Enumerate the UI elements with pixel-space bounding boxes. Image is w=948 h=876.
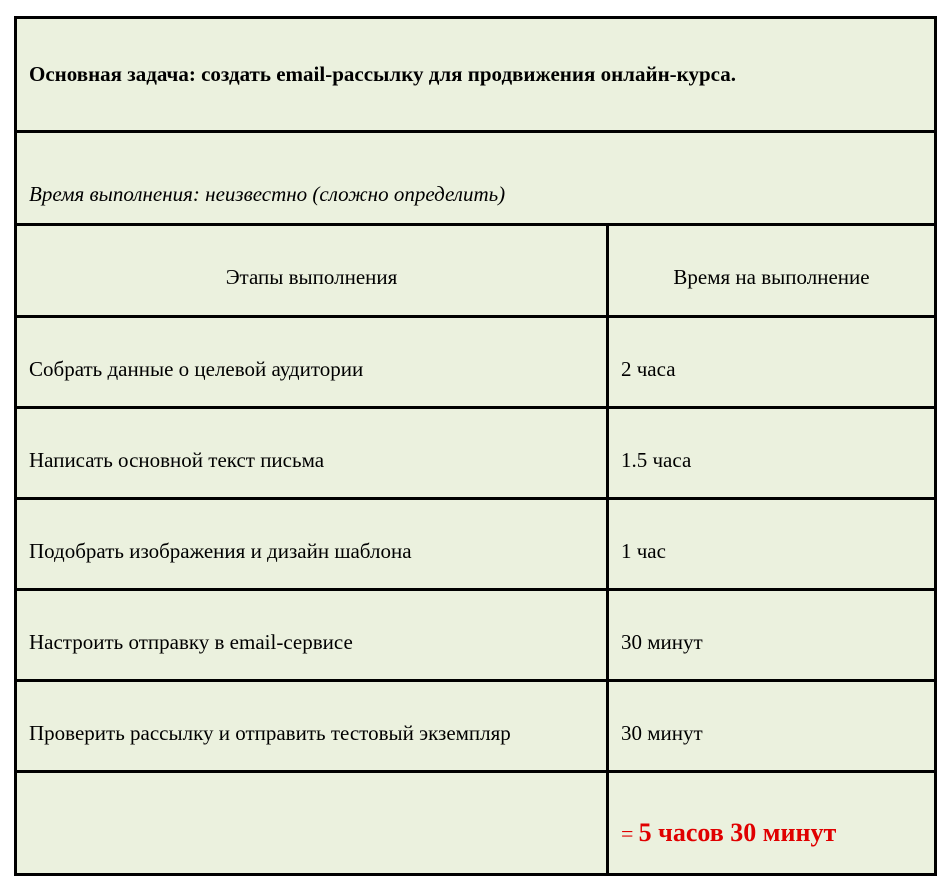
column-header-row xyxy=(16,225,936,317)
stage-cell: Настроить отправку в email-сервисе xyxy=(16,590,608,681)
total-empty-cell xyxy=(16,772,608,875)
table-row xyxy=(16,317,936,408)
stage-cell: Собрать данные о целевой аудитории xyxy=(16,317,608,408)
table-row xyxy=(16,408,936,499)
duration-row xyxy=(16,132,936,225)
table-row xyxy=(16,590,936,681)
column-header-stages: Этапы выполнения xyxy=(16,225,608,317)
task-title: Основная задача: создать email-рассылку для продвижения онлайн-курса. xyxy=(16,18,936,132)
table-row xyxy=(16,499,936,590)
time-cell: 2 часа xyxy=(608,317,936,408)
time-cell: 30 минут xyxy=(608,681,936,772)
time-cell: 1.5 часа xyxy=(608,408,936,499)
column-header-time: Время на выполнение xyxy=(608,225,936,317)
task-table xyxy=(14,16,937,876)
total-cell xyxy=(608,772,936,875)
stage-cell: Проверить рассылку и отправить тестовый экземпляр xyxy=(16,681,608,772)
time-cell: 30 минут xyxy=(608,590,936,681)
total-equals: = xyxy=(621,821,634,846)
duration-note: Время выполнения: неизвестно (сложно определить) xyxy=(16,132,936,225)
task-title-row xyxy=(16,18,936,132)
total-value: 5 часов 30 минут xyxy=(638,818,837,847)
table-row xyxy=(16,681,936,772)
stage-cell: Написать основной текст письма xyxy=(16,408,608,499)
total-row xyxy=(16,772,936,875)
stage-cell: Подобрать изображения и дизайн шаблона xyxy=(16,499,608,590)
time-cell: 1 час xyxy=(608,499,936,590)
